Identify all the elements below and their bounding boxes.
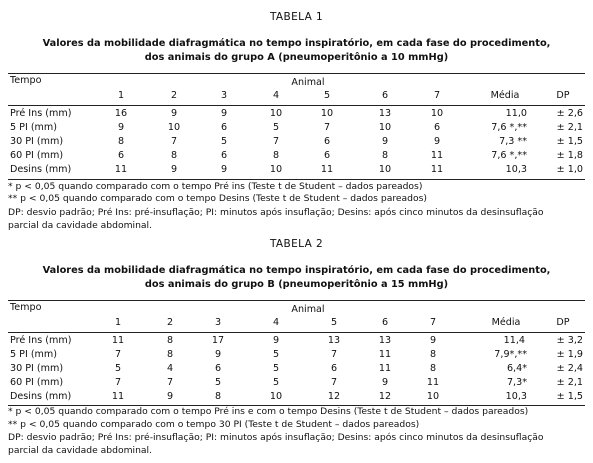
cell-value: 8	[429, 363, 437, 374]
table-2-footnote: DP: desvio padrão; Pré Ins: pré-insuflação; PI: minutos após insuflação; Desins: após cinco minutos da desinsuflação	[8, 432, 544, 443]
cell-value: 12	[378, 391, 392, 402]
cell-media: 11,4	[503, 335, 525, 346]
table-2-header-tempo: Tempo	[10, 302, 42, 313]
col-header-dp: DP	[556, 90, 570, 101]
cell-value: 8	[166, 349, 174, 360]
col-header: 3	[220, 90, 228, 101]
table-1-footnote: parcial da cavidade abdominal.	[8, 220, 153, 231]
cell-value: 10	[167, 122, 181, 133]
table-row	[0, 349, 593, 362]
cell-value: 8	[429, 349, 437, 360]
cell-value: 10	[430, 108, 444, 119]
table-2-footnote: ** p < 0,05 quando comparado com o tempo 30 PI (Teste t de Student – dados pareados)	[8, 419, 420, 430]
col-header: 7	[433, 90, 441, 101]
cell-value: 6	[220, 150, 228, 161]
cell-dp: ± 1,9	[556, 349, 583, 360]
table-2-header-rule	[8, 332, 585, 333]
cell-media: 10,3	[505, 391, 527, 402]
table-2-footnote: parcial da cavidade abdominal.	[8, 445, 153, 456]
table-row	[0, 391, 593, 404]
row-label: Pré Ins (mm)	[10, 335, 72, 346]
cell-dp: ± 1,8	[556, 150, 583, 161]
row-label: Pré Ins (mm)	[10, 108, 72, 119]
cell-value: 9	[166, 391, 174, 402]
col-header: 7	[429, 317, 437, 328]
col-header-media: Média	[491, 317, 521, 328]
table-row	[0, 377, 593, 390]
cell-value: 11	[111, 335, 125, 346]
col-header: 4	[272, 317, 280, 328]
col-header: 2	[166, 317, 174, 328]
cell-value: 10	[378, 122, 392, 133]
col-header-media: Média	[490, 90, 520, 101]
cell-value: 11	[378, 363, 392, 374]
table-1-top-rule	[8, 73, 585, 74]
cell-value: 5	[214, 377, 222, 388]
table-row	[0, 363, 593, 376]
cell-value: 11	[114, 164, 128, 175]
cell-value: 6	[323, 150, 331, 161]
cell-value: 5	[114, 363, 122, 374]
cell-value: 11	[430, 164, 444, 175]
cell-value: 5	[272, 363, 280, 374]
cell-value: 9	[170, 108, 178, 119]
row-label: 5 PI (mm)	[10, 349, 57, 360]
cell-value: 7	[330, 377, 338, 388]
cell-value: 9	[272, 335, 280, 346]
table-row	[0, 122, 593, 135]
cell-value: 9	[429, 335, 437, 346]
cell-dp: ± 1,5	[556, 391, 583, 402]
cell-value: 11	[320, 164, 334, 175]
table-2-footnote: * p < 0,05 quando comparado com o tempo Pré ins e com o tempo Desins (Teste t de Student – dados pareados)	[8, 406, 529, 417]
cell-value: 8	[381, 150, 389, 161]
cell-value: 10	[269, 164, 283, 175]
cell-value: 6	[433, 122, 441, 133]
table-2-title-line-2: dos animais do grupo B (pneumoperitônio a 15 mmHg)	[144, 279, 449, 290]
table-2-name: TABELA 2	[269, 238, 324, 250]
row-label: 60 PI (mm)	[10, 377, 64, 388]
row-label: 5 PI (mm)	[10, 122, 57, 133]
cell-value: 7	[166, 377, 174, 388]
cell-value: 13	[378, 108, 392, 119]
cell-value: 7	[272, 136, 280, 147]
table-row	[0, 335, 593, 348]
cell-value: 13	[327, 335, 341, 346]
cell-value: 7	[323, 122, 331, 133]
cell-dp: ± 2,6	[556, 108, 583, 119]
cell-dp: ± 1,0	[556, 164, 583, 175]
cell-value: 10	[269, 108, 283, 119]
cell-value: 9	[220, 164, 228, 175]
table-row	[0, 150, 593, 163]
col-header: 1	[114, 317, 122, 328]
cell-media: 7,9*,**	[494, 349, 527, 360]
cell-media: 6,4*	[506, 363, 527, 374]
cell-value: 13	[378, 335, 392, 346]
cell-value: 9	[220, 108, 228, 119]
col-header-dp: DP	[556, 317, 570, 328]
cell-value: 10	[269, 391, 283, 402]
cell-value: 5	[272, 349, 280, 360]
cell-dp: ± 3,2	[556, 335, 583, 346]
cell-value: 6	[330, 363, 338, 374]
col-header: 2	[170, 90, 178, 101]
cell-media: 11,0	[505, 108, 527, 119]
cell-media: 7,6 *,**	[491, 150, 527, 161]
cell-value: 11	[111, 391, 125, 402]
cell-media: 7,6 *,**	[491, 122, 527, 133]
cell-value: 6	[323, 136, 331, 147]
cell-value: 8	[214, 391, 222, 402]
cell-value: 9	[170, 164, 178, 175]
table-row	[0, 108, 593, 121]
row-label: 30 PI (mm)	[10, 136, 64, 147]
cell-value: 8	[272, 150, 280, 161]
table-1-footnote: ** p < 0,05 quando comparado com o tempo Desins (Teste t de Student – dados pareados)	[8, 193, 428, 204]
row-label: Desins (mm)	[10, 391, 72, 402]
cell-dp: ± 1,5	[556, 136, 583, 147]
cell-value: 5	[220, 136, 228, 147]
cell-value: 11	[426, 377, 440, 388]
row-label: 60 PI (mm)	[10, 150, 64, 161]
cell-value: 17	[211, 335, 225, 346]
cell-value: 5	[272, 377, 280, 388]
cell-value: 12	[327, 391, 341, 402]
table-1-footnote: DP: desvio padrão; Pré Ins: pré-insuflação; PI: minutos após insuflação; Desins: após cinco minutos da desinsuflação	[8, 207, 544, 218]
table-1-title-line-1: Valores da mobilidade diafragmática no tempo inspiratório, em cada fase do procedimento,	[42, 38, 551, 49]
cell-dp: ± 2,1	[556, 377, 583, 388]
cell-value: 7	[170, 136, 178, 147]
cell-value: 9	[381, 136, 389, 147]
col-header: 6	[381, 90, 389, 101]
cell-value: 6	[117, 150, 125, 161]
cell-value: 9	[214, 349, 222, 360]
cell-value: 11	[430, 150, 444, 161]
cell-value: 10	[378, 164, 392, 175]
cell-value: 7	[114, 377, 122, 388]
table-1-header-animal: Animal	[291, 77, 325, 88]
cell-value: 9	[117, 122, 125, 133]
cell-value: 9	[381, 377, 389, 388]
cell-value: 7	[330, 349, 338, 360]
cell-value: 8	[170, 150, 178, 161]
table-2-header-animal: Animal	[291, 304, 325, 315]
table-1-col-header-row	[0, 90, 593, 103]
cell-value: 16	[114, 108, 128, 119]
cell-dp: ± 2,4	[556, 363, 583, 374]
col-header: 4	[272, 90, 280, 101]
cell-media: 7,3 **	[499, 136, 527, 147]
col-header: 6	[381, 317, 389, 328]
row-label: 30 PI (mm)	[10, 363, 64, 374]
table-2-title-line-1: Valores da mobilidade diafragmática no tempo inspiratório, em cada fase do procedimento,	[42, 265, 551, 276]
row-label: Desins (mm)	[10, 164, 72, 175]
table-row	[0, 164, 593, 177]
cell-value: 10	[320, 108, 334, 119]
table-1-name: TABELA 1	[269, 11, 324, 23]
table-1-header-rule	[8, 105, 585, 106]
cell-value: 4	[166, 363, 174, 374]
cell-value: 8	[117, 136, 125, 147]
cell-media: 7,3*	[506, 377, 527, 388]
cell-value: 7	[114, 349, 122, 360]
table-2-col-header-row	[0, 317, 593, 330]
cell-value: 10	[426, 391, 440, 402]
cell-value: 6	[220, 122, 228, 133]
cell-value: 8	[166, 335, 174, 346]
col-header: 5	[330, 317, 338, 328]
cell-dp: ± 2,1	[556, 122, 583, 133]
table-1-bottom-rule	[8, 179, 585, 180]
col-header: 5	[323, 90, 331, 101]
cell-value: 9	[433, 136, 441, 147]
table-1-title-line-2: dos animais do grupo A (pneumoperitônio a 10 mmHg)	[144, 52, 449, 63]
table-1-header-tempo: Tempo	[10, 75, 42, 86]
col-header: 3	[214, 317, 222, 328]
col-header: 1	[117, 90, 125, 101]
cell-media: 10,3	[505, 164, 527, 175]
cell-value: 6	[214, 363, 222, 374]
table-1-footnote: * p < 0,05 quando comparado com o tempo Pré ins (Teste t de Student – dados pareados)	[8, 181, 423, 192]
cell-value: 11	[378, 349, 392, 360]
cell-value: 5	[272, 122, 280, 133]
table-2-top-rule	[8, 300, 585, 301]
table-row	[0, 136, 593, 149]
